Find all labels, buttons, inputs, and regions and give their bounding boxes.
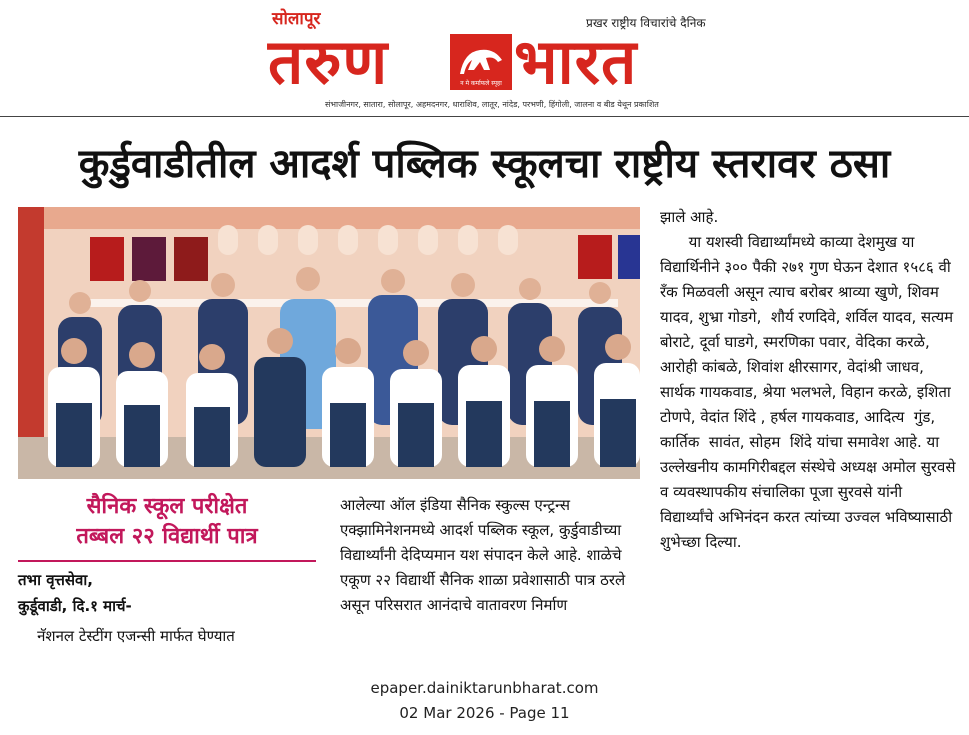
article-subhead	[18, 492, 316, 552]
article-column-3: झाले आहे. या यशस्वी विद्यार्थ्यांमध्ये काव्या देशमुख या विद्यार्थिनीने ३०० पैकी २७१ गुण घेऊन देशात १५८६ वी रँक मिळवली असून त्याच बरोबर श्राव्या खुणे, शिवम यादव, शुभ्रा गोडगे, शौर्य रणदिवे, शर्विल यादव, सत्यम बोराटे, दूर्वा घाडगे, स्मरणिका पवार, वेदिका करळे, आरोही कांबळे, शिवांश क्षीरसागर, वेदांश्री जाधव, सार्थक गायकवाड, श्रेया भलभले, विहान करळे, इशिता टोणपे, वेदांत शिंदे , हर्षल गायकवाड, आदित्य गुंड, कार्तिक सावंत, सोहम शिंदे यांचा समावेश आहे. या उल्लेखनीय कामगिरीबद्दल संस्थेचे अध्यक्ष अमोल सुरवसे व व्यवस्थापकीय संचालिका पूजा सुरवसे यांनी विद्यार्थ्यांचे अभिनंदन करत त्यांच्या उज्वल भविष्यासाठी शुभेच्छा दिल्या.	[660, 208, 956, 551]
article-headline: कुर्डुवाडीतील आदर्श पब्लिक स्कूलचा राष्ट्रीय स्तरावर ठसा	[78, 141, 891, 187]
subhead-divider	[18, 560, 316, 562]
masthead-city: सोलापूर	[272, 9, 321, 29]
subhead-line-2: तब्बल २२ विद्यार्थी पात्र	[76, 524, 258, 549]
footer-site: epaper.dainiktarunbharat.com	[370, 679, 599, 697]
svg-text:न मे कर्माफले स्पृहा: न मे कर्माफले स्पृहा	[460, 80, 502, 87]
lion-logo-icon	[450, 34, 512, 90]
article-dateline: कुर्डूवाडी, दि.१ मार्च-	[18, 597, 132, 615]
footer-date-page: 02 Mar 2026 - Page 11	[399, 704, 570, 722]
page-footer	[0, 676, 969, 726]
masthead-editions: संभाजीनगर, सातारा, सोलापूर, अहमदनगर, धाराशिव, लातूर, नांदेड, परभणी, हिंगोली, जालना व बीड येथून प्रकाशित	[325, 100, 659, 109]
masthead-tagline: प्रखर राष्ट्रीय विचारांचे दैनिक	[586, 16, 706, 30]
masthead-title-left: तरुण	[268, 25, 389, 98]
article-byline-block	[18, 567, 132, 619]
masthead-divider	[0, 116, 969, 117]
article-column-2: आलेल्या ऑल इंडिया सैनिक स्कुल्स एन्ट्रन्स एक्झामिनेशनमध्ये आदर्श पब्लिक स्कूल, कुर्डुवाडीच्या विद्यार्थ्यांनी देदिप्यमान यश संपादन केले आहे. शाळेचे एकूण २२ विद्यार्थी सैनिक शाळा प्रवेशासाठी पात्र ठरले असून परिसरात आनंदाचे वातावरण निर्माण	[340, 496, 626, 614]
article-column-1: नॅशनल टेस्टींग एजन्सी मार्फत घेण्यात	[18, 627, 235, 645]
masthead-title-right: भारत	[514, 25, 638, 98]
article-byline: तभा वृत्तसेवा,	[18, 571, 93, 589]
article-photo	[18, 207, 640, 479]
subhead-line-1: सैनिक स्कूल परीक्षेत	[86, 494, 248, 519]
masthead	[0, 0, 969, 118]
